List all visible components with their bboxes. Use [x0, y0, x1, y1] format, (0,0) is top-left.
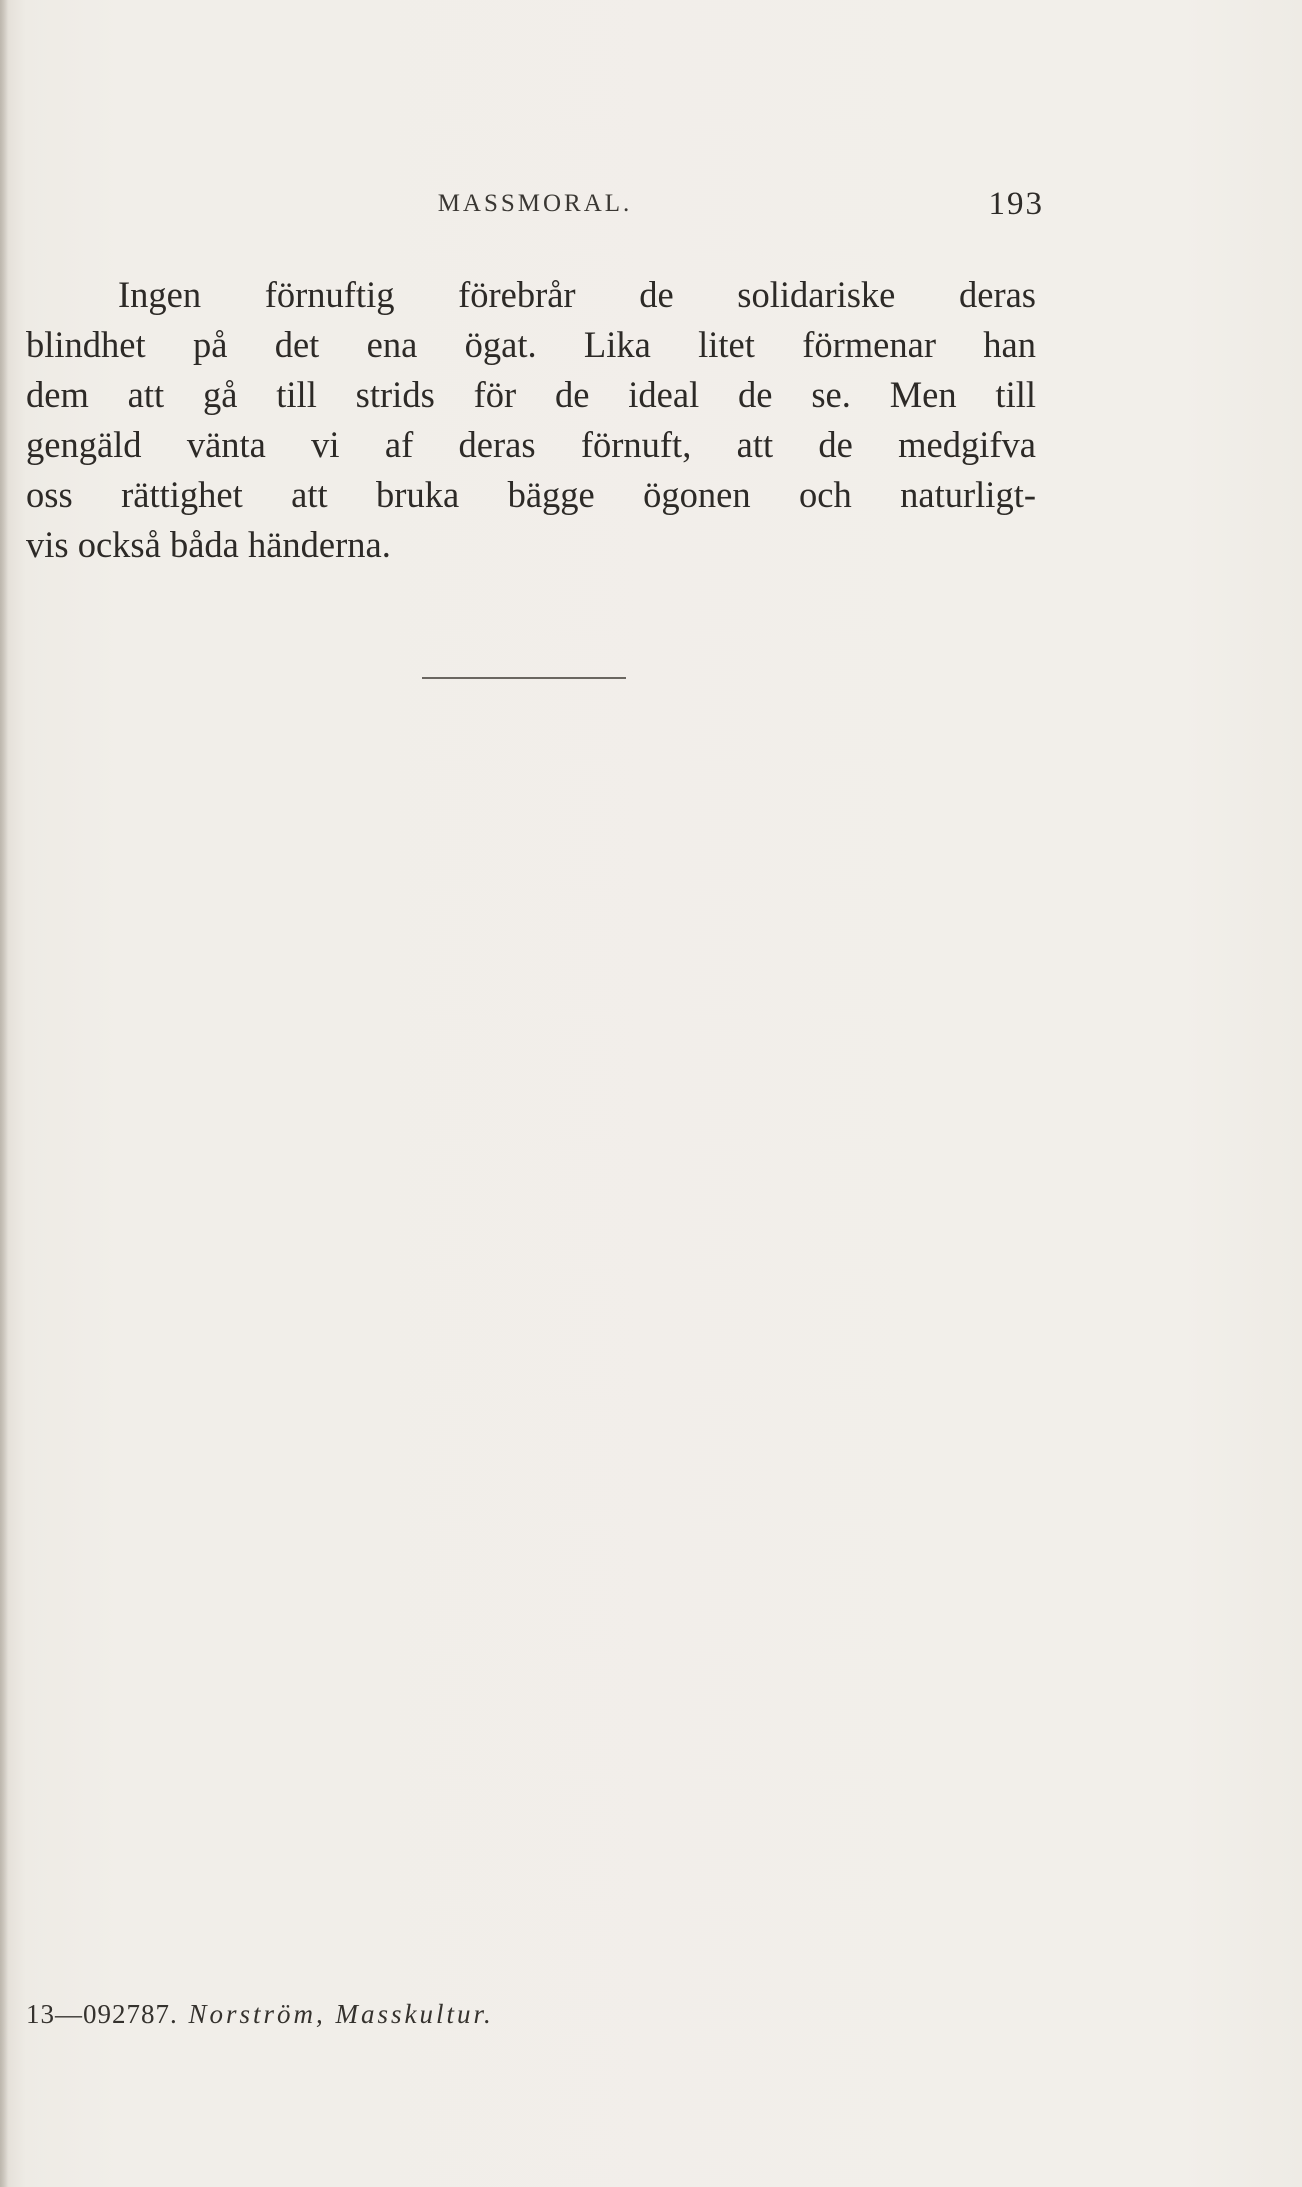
- text-line: dem att gå till strids för de ideal de se. Men till: [26, 374, 1036, 415]
- printer-code: 13—092787.: [26, 1999, 178, 2029]
- body-paragraph: [26, 270, 1036, 570]
- running-title: MASSMORAL.: [437, 190, 633, 217]
- text-line: oss rättighet att bruka bägge ögonen och naturligt-: [26, 474, 1036, 515]
- page-number: 193: [988, 186, 1044, 222]
- printer-signature-line: [26, 1999, 494, 2030]
- spine-shadow: [0, 0, 8, 2187]
- text-line: vis också båda händerna.: [26, 524, 391, 565]
- text-line: gengäld vänta vi af deras förnuft, att de medgifva: [26, 424, 1036, 465]
- text-line: Ingen förnuftig förebrår de solidariske deras: [118, 274, 1036, 315]
- signature-mark: Norström, Masskultur.: [188, 1999, 494, 2029]
- section-divider: [422, 677, 626, 679]
- text-line: blindhet på det ena ögat. Lika litet förmenar han: [26, 324, 1036, 365]
- running-head: [26, 186, 1044, 226]
